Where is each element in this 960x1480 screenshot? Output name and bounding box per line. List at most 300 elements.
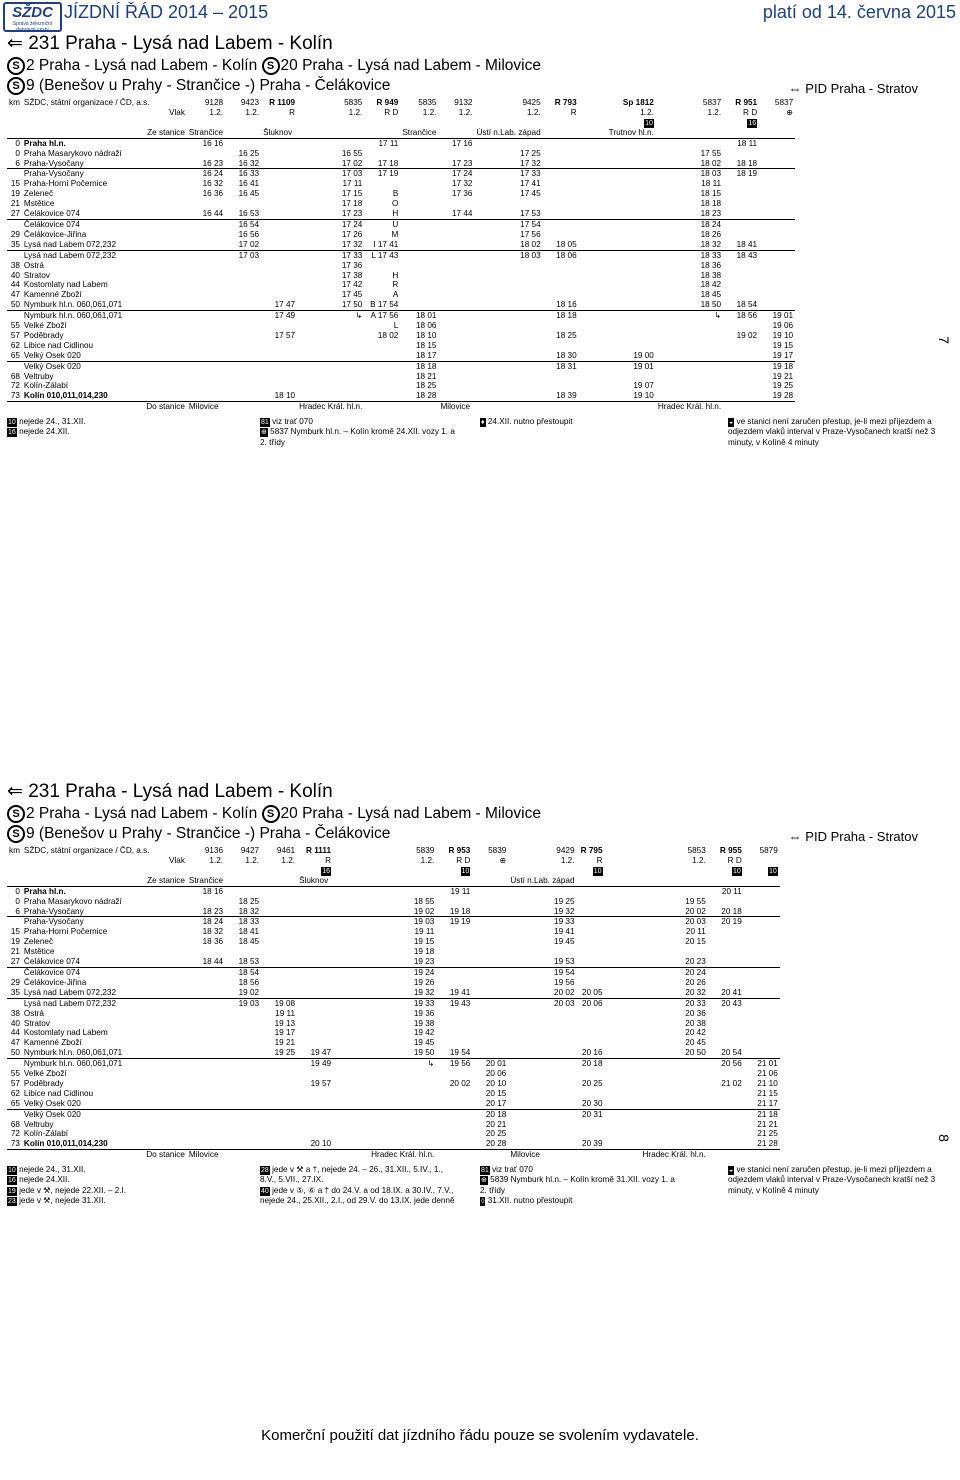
departure-time: 17 19 [364,169,400,179]
departure-time: 18 56 [238,977,260,987]
station-name: Ostrá [23,1008,44,1018]
departure-time: 20 24 [641,967,708,977]
pid-zone [789,829,918,844]
departure-time [579,311,607,321]
station-name: Ostrá [23,260,44,270]
departure-time [297,341,364,351]
departure-time: 16 32 [238,158,260,168]
departure-time: 17 54 [474,219,542,229]
departure-time [333,1099,369,1109]
to-station [543,402,579,412]
footnote-code: 23 [8,1198,16,1206]
timetable-row [7,907,780,917]
km-value: 15 [10,927,20,937]
departure-time [723,361,759,371]
timetable-row [7,1069,780,1079]
departure-time: 19 25 [274,1048,296,1058]
station-name: Kolín-Zálabí [23,1129,69,1139]
departure-time: 18 18 [400,361,438,371]
departure-time [723,372,759,382]
departure-time [607,159,656,169]
to-station [261,402,297,412]
departure-time: 17 55 [700,148,722,158]
departure-time: 18 16 [556,300,577,310]
departure-time [187,261,225,271]
station-name: Velký Osek 020 [22,1109,187,1119]
timetable-row [7,1038,780,1048]
km-value: 21 [10,199,20,209]
line-s9: 9 (Benešov u Prahy - Strančice -) Praha - Čelákovice [26,825,391,842]
departure-time [261,978,297,988]
departure-time [225,280,261,290]
departure-time [543,149,579,159]
train-number: R 795 [580,846,603,855]
departure-time [225,361,261,371]
departure-time [708,1120,744,1130]
departure-time [579,341,607,351]
departure-time [508,886,576,896]
footnote-text: jede v ⚒, nejede 31.XII. [16,1196,106,1206]
note-code [579,118,607,128]
departure-time [472,886,508,896]
departure-time: 20 41 [721,987,742,997]
departure-time [607,209,656,219]
departure-time [187,351,225,361]
km-value: 0 [7,138,22,148]
train-feature [579,108,607,118]
pid-text: PID Praha - Stratov [805,81,918,96]
timetable-row [7,331,795,341]
departure-time [508,1059,576,1069]
to-station [472,1150,508,1160]
departure-time [261,988,297,998]
departure-time [187,372,225,382]
page-number: 8 [936,1134,953,1142]
departure-time [708,1129,744,1139]
departure-time [333,1089,369,1099]
operator-header: SŽDC, státní organizace / ČD, a.s. [23,846,150,855]
departure-time: 18 24 [656,219,723,229]
to-station [723,402,759,412]
departure-time [474,138,542,148]
departure-time [577,978,605,988]
departure-time [744,937,780,947]
departure-time [708,1109,744,1119]
departure-time [261,937,297,947]
departure-time [333,1019,369,1029]
departure-time [436,1109,472,1119]
footnote [480,1175,680,1196]
timetable-row [7,351,795,361]
km-value: 0 [15,148,20,158]
departure-time [261,189,297,199]
departure-time [436,897,472,907]
departure-time: 19 36 [413,1008,435,1018]
km-value [7,1109,22,1119]
departure-time [508,1069,576,1079]
departure-time [577,907,605,917]
timetable-row [7,886,780,896]
from-station: Šluknov [263,127,293,137]
timetable-row [7,957,780,967]
departure-time [607,300,656,310]
footnote-text: 24.XII. nutno přestoupit [485,416,573,426]
departure-time [474,321,542,331]
direction-arrow-icon: ⇐ [7,781,29,802]
departure-time: 21 10 [757,1078,778,1088]
departure-time [472,1019,508,1029]
departure-time: 20 15 [485,1088,507,1098]
departure-time: 18 56 [723,311,759,321]
departure-time: L 17 43 [364,250,400,260]
departure-time [759,209,795,219]
departure-time [579,199,607,209]
departure-time [261,169,297,179]
departure-time: 19 26 [413,977,435,987]
departure-time: 17 56 [520,229,541,239]
line-s20: 20 Praha - Lysá nad Labem - Milovice [280,57,541,74]
departure-time [723,381,759,391]
departure-time: 17 32 [520,158,541,168]
departure-time [759,179,795,189]
train-number: R 1109 [269,98,296,107]
to-station [297,1150,333,1160]
footnote-text: viz trať 070 [489,1164,533,1174]
departure-time [297,886,333,896]
departure-time [708,927,744,937]
timetable-row [7,1028,780,1038]
station-name: Kolín-Zálabí [23,381,69,391]
departure-time [261,341,297,351]
departure-time [297,967,333,977]
departure-time [400,271,438,281]
departure-time [759,290,795,300]
timetable-row [7,1099,780,1109]
departure-time [577,886,605,896]
timetable-row [7,290,795,300]
departure-time: 21 21 [757,1119,778,1129]
departure-time: 19 11 [414,927,435,937]
departure-time [579,179,607,189]
train-number: 9423 [240,98,260,107]
footnote-text: jede v ⚒ a †, nejede 24. – 26., 31.XII., 5.IV., 1., 8.V., 5.VII., 27.IX. [260,1164,443,1185]
departure-time: 19 57 [310,1078,332,1088]
departure-time [744,957,780,967]
departure-time [656,351,723,361]
timetable [7,846,780,1160]
departure-time: 20 45 [685,1038,706,1048]
departure-time [187,341,225,351]
train-number: R 955 [719,846,742,855]
note-box: 10 [768,867,777,875]
train-number [333,846,369,856]
departure-time [438,261,474,271]
departure-time [438,321,474,331]
departure-time [261,1089,297,1099]
departure-time [369,886,436,896]
departure-time [436,927,472,937]
timetable-row [7,230,795,240]
departure-time [400,261,438,271]
departure-time [364,261,400,271]
departure-time [656,381,723,391]
timetable-row [7,300,795,310]
departure-time [261,199,297,209]
train-number: 5839 [416,846,435,855]
departure-time [605,1079,641,1089]
departure-time [474,381,542,391]
departure-time: 18 30 [556,350,577,360]
cell [7,118,22,128]
train-feature [744,856,780,866]
from-label: Ze stanice [147,875,185,885]
station-name: Praha-Vysočany [22,917,187,927]
departure-time [364,179,400,189]
timetable-row [7,988,780,998]
departure-time: 18 32 [238,906,260,916]
km-value: 55 [10,321,20,331]
departure-time [579,209,607,219]
departure-time [297,947,333,957]
footnote-text: viz trať 070 [269,416,313,426]
train-number: 5835 [344,98,363,107]
train-feature: R D [743,107,758,117]
departure-time: 17 15 [341,189,363,199]
train-feature: R D [456,855,471,865]
departure-time: 18 03 [656,169,723,179]
departure-time: 17 18 [377,158,399,168]
departure-time [723,149,759,159]
departure-time: 16 36 [202,189,224,199]
departure-time [438,280,474,290]
departure-time [472,947,508,957]
departure-time [369,1129,436,1139]
departure-time [472,897,508,907]
departure-time [438,372,474,382]
departure-time: 19 17 [274,1028,296,1038]
departure-time [723,219,759,229]
departure-time [297,907,333,917]
to-station: Hradec Král. hl.n. [642,1150,706,1160]
departure-time [225,341,261,351]
departure-time: 16 54 [225,219,261,229]
km-value: 73 [10,391,20,401]
departure-time [472,998,508,1008]
departure-time [723,199,759,209]
note-code [472,866,508,876]
note-code [297,118,364,128]
departure-time: 16 24 [187,169,225,179]
departure-time [577,1069,605,1079]
footnote [260,1186,460,1207]
note-code [508,866,576,876]
departure-time: 18 15 [415,340,437,350]
note-code [577,866,605,876]
note-box: 16 [748,119,757,127]
departure-time [508,1028,576,1038]
from-station [579,128,607,138]
departure-time: 16 41 [238,179,260,189]
departure-time [708,1028,744,1038]
km-value: 55 [10,1069,20,1079]
departure-time [438,240,474,250]
departure-time [225,351,261,361]
km-value [7,169,22,179]
train-feature: 1.2. [209,107,224,117]
to-label: Do stanice [22,402,187,412]
departure-time: 17 42 [341,280,363,290]
km-value [7,219,22,229]
station-name: Praha Masarykovo nádraží [23,148,122,158]
departure-time: 19 33 [508,917,576,927]
train-feature: R D [384,107,399,117]
line-title-text: 231 Praha - Lysá nad Labem - Kolín [28,781,333,802]
station-name: Stratov [23,1018,50,1028]
departure-time [187,1089,225,1099]
departure-time: 16 56 [238,229,260,239]
departure-time: 19 01 [759,311,795,321]
departure-time [543,381,579,391]
departure-time [607,341,656,351]
departure-time [607,219,656,229]
station-name: Nymburk hl.n. 060,061,071 [22,311,187,321]
departure-time [333,957,369,967]
timetable-row [7,998,780,1008]
station-name: Velký Osek 020 [22,361,187,371]
departure-time [607,240,656,250]
departure-time: H [392,270,399,280]
departure-time: 17 36 [451,189,473,199]
departure-time: 18 01 [400,311,438,321]
train-feature: 1.2. [281,855,296,865]
departure-time [225,1048,261,1058]
departure-time: 19 08 [261,998,297,1008]
departure-time [400,199,438,209]
departure-time [225,321,261,331]
departure-time [579,280,607,290]
from-station: Strančice [188,127,224,137]
departure-time: 19 41 [449,987,471,997]
departure-time [577,1038,605,1048]
station-name: Zeleneč [23,189,54,199]
station-name: Nymburk hl.n. 060,061,071 [22,1059,187,1069]
departure-time [708,1069,744,1079]
direction-arrow-icon: ⇐ [7,33,29,54]
departure-time [605,1069,641,1079]
departure-time [641,947,708,957]
departure-time [708,1009,744,1019]
departure-time: 20 18 [721,906,742,916]
train-feature: ⊕ [786,107,794,117]
footnote [7,1196,207,1207]
departure-time: 20 32 [685,987,706,997]
departure-time [333,1079,369,1089]
departure-time: 17 50 [341,300,363,310]
train-number: 9427 [240,846,260,855]
departure-time [333,1069,369,1079]
departure-time [607,230,656,240]
departure-time [261,886,297,896]
departure-time [400,159,438,169]
departure-time [656,321,723,331]
cell [7,108,22,118]
departure-time [400,300,438,310]
station-name: Kamenné Zboží [23,1038,82,1048]
departure-time [474,290,542,300]
km-value: 38 [10,1008,20,1018]
departure-time: 19 19 [436,917,472,927]
departure-time [261,149,297,159]
departure-time [472,978,508,988]
departure-time [261,261,297,271]
footnote-code: 16 [8,429,16,437]
departure-time: 19 21 [772,371,794,381]
km-value [7,361,22,371]
station-name: Kostomlaty nad Labem [23,1028,108,1038]
km-header: km [9,98,20,107]
departure-time: 16 55 [341,148,363,158]
from-station-row [7,876,780,886]
to-station [579,402,607,412]
train-feature: 1.2. [245,855,260,865]
from-station [364,128,400,138]
station-name: Praha-Horní Počernice [23,179,108,189]
departure-time [744,1038,780,1048]
departure-time [436,1120,472,1130]
departure-time: 19 28 [772,391,794,401]
station-name: Praha hl.n. [22,138,187,148]
departure-time [225,1079,261,1089]
timetable-row [7,189,795,199]
departure-time [605,1019,641,1029]
departure-time [759,189,795,199]
departure-time [187,988,225,998]
timetable-row [7,1109,780,1119]
departure-time [187,381,225,391]
to-station-row [7,402,795,412]
note-code [187,118,225,128]
note-code [759,118,795,128]
departure-time: 18 32 [700,239,722,249]
line-s20: 20 Praha - Lysá nad Labem - Milovice [280,805,541,822]
departure-time [261,138,297,148]
departure-time [261,250,297,260]
departure-time [577,947,605,957]
departure-time [261,927,297,937]
departure-time [607,372,656,382]
departure-time: 20 30 [582,1098,603,1108]
to-station [333,1150,369,1160]
departure-time: 18 36 [700,260,722,270]
departure-time [543,179,579,189]
departure-time [508,1099,576,1109]
train-feature: 1.2. [640,107,654,117]
s-line-icon: S [262,57,280,75]
departure-time [261,280,297,290]
departure-time [641,1099,708,1109]
departure-time [474,199,542,209]
departure-time [438,250,474,260]
departure-time [438,351,474,361]
from-station: Strančice [188,875,224,885]
departure-time [225,138,261,148]
footnote-code: 10 [8,418,16,426]
departure-time [579,240,607,250]
footnote [480,1196,680,1207]
departure-time [605,1129,641,1139]
departure-time [579,138,607,148]
departure-time [436,947,472,957]
